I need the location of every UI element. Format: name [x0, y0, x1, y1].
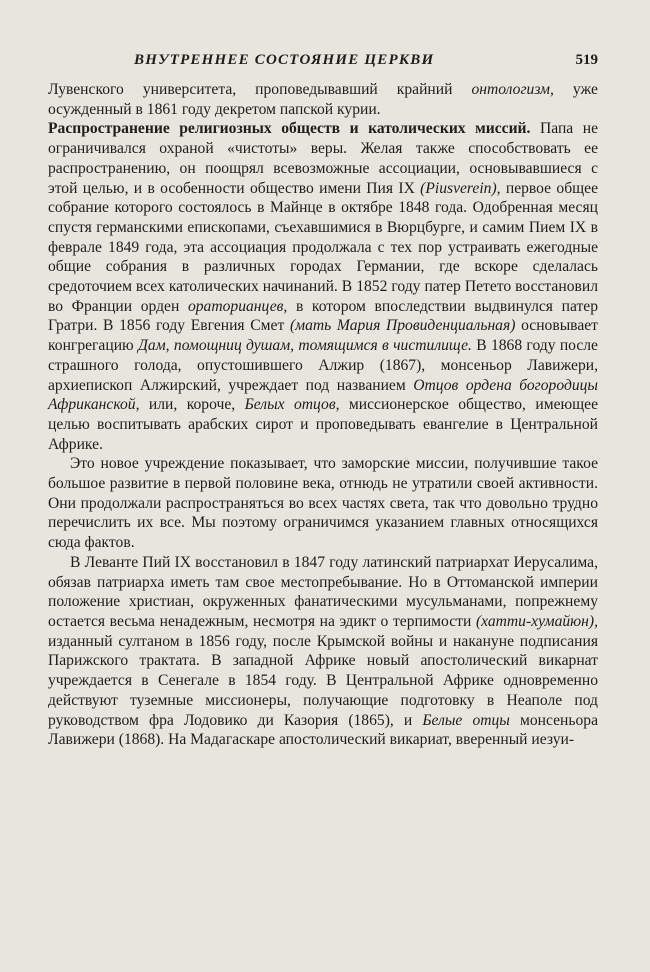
text-run: или, короче,: [139, 396, 245, 414]
text-run: первое общее собрание которого состоялось в Майнце в октябре 1848 года. Одобренная месяц спустя германскими епископами, съехавшимися в Вюрцбурге, и самим Пием IX в феврале 1849 года, эта ассоциация продолжала с тех пор устраивать ежегодные общие собрания в различных городах Германии, где вскоре сделалась средоточием всех католических начинаний. В 1852 году патер Петето восстановил во Франции орден: [48, 179, 598, 315]
text-run: В 1868 году после страшного голода, опустошившего Алжир (1867), монсеньор Лавижери, архиепископ Алжирский, учреждает под названием: [48, 337, 598, 394]
text-run: монсеньора Лавижери (1868). На Мадагаскаре апостолический викариат, вверенный иезуи-: [48, 711, 598, 749]
paragraph: [48, 80, 598, 119]
body-text: [48, 80, 598, 750]
text-run: В Леванте Пий IX восстановил в 1847 году латинский патриархат Иерусалима, обязав патриарха иметь там свое местопребывание. Но в Оттоманской империи положение христиан, окруженных фанатическими мусульманами, попрежнему остается весьма ненадежным, несмотря на эдикт о терпимости: [48, 553, 598, 630]
text-run: основывает конгрегацию: [48, 317, 598, 355]
text-run: Это новое учреждение показывает, что заморские миссии, получившие такое большое развитие в первой половине века, отнюдь не утратили своей активности. Они продолжали распространяться во всех частях света, так что довольно трудно перечислить их все. Мы поэтому ограничимся указанием главных относящихся сюда фактов.: [48, 455, 598, 552]
italic-term: ораторианцев,: [187, 297, 288, 315]
italic-term: (хатти-хумайюн),: [475, 612, 598, 630]
italic-term: Белые отцы: [422, 711, 510, 729]
italic-term: Отцов ордена богородицы Африканской,: [48, 376, 598, 414]
text-run: миссионерское общество, имеющее целью воспитывать арабских сирот и проповедывать евангелие в Центральной Африке.: [48, 396, 598, 453]
italic-term: Белых отцов,: [244, 396, 340, 414]
section-heading-runin: Распространение религиозных обществ и католических миссий.: [48, 120, 531, 138]
text-run: уже осужденный в 1861 году декретом папской курии.: [48, 81, 598, 118]
text-run: Папа не ограничивался охраной «чистоты» веры. Желая также способствовать ее распространению, он поощрял всевозможные ассоциации, основывавшиеся с этой целью, и в особенности общество имени Пия IX: [48, 120, 599, 197]
italic-term: Дам, помощниц душам, томящимся в чистилище.: [138, 337, 472, 355]
text-run: Лувенского университета, проповедывавший крайний: [48, 81, 472, 98]
running-title: ВНУТРЕННЕЕ СОСТОЯНИЕ ЦЕРКВИ: [134, 52, 435, 68]
running-head: [48, 52, 598, 78]
paragraph: [48, 119, 598, 454]
text-run: изданный султаном в 1856 году, после Крымской войны и накануне подписания Парижского трактата. В западной Африке новый апостолический викарнат учреждается в Сенегале в 1854 году. В Центральной Африке одновременно действуют туземные миссионеры, получающие подготовку в Неаполе под руководством фра Лодовико ди Казория (1865), и: [48, 632, 598, 729]
italic-term: онтологизм,: [471, 81, 554, 98]
paragraph: [48, 454, 598, 553]
text-run: в котором впоследствии выдвинулся патер Гратри. В 1856 году Евгения Смет: [48, 297, 598, 335]
paragraph: [48, 553, 598, 750]
italic-term: (мать Мария Провиденциальная): [289, 317, 516, 335]
page-number: 519: [575, 52, 598, 68]
italic-term: (Piusverein),: [420, 179, 501, 197]
